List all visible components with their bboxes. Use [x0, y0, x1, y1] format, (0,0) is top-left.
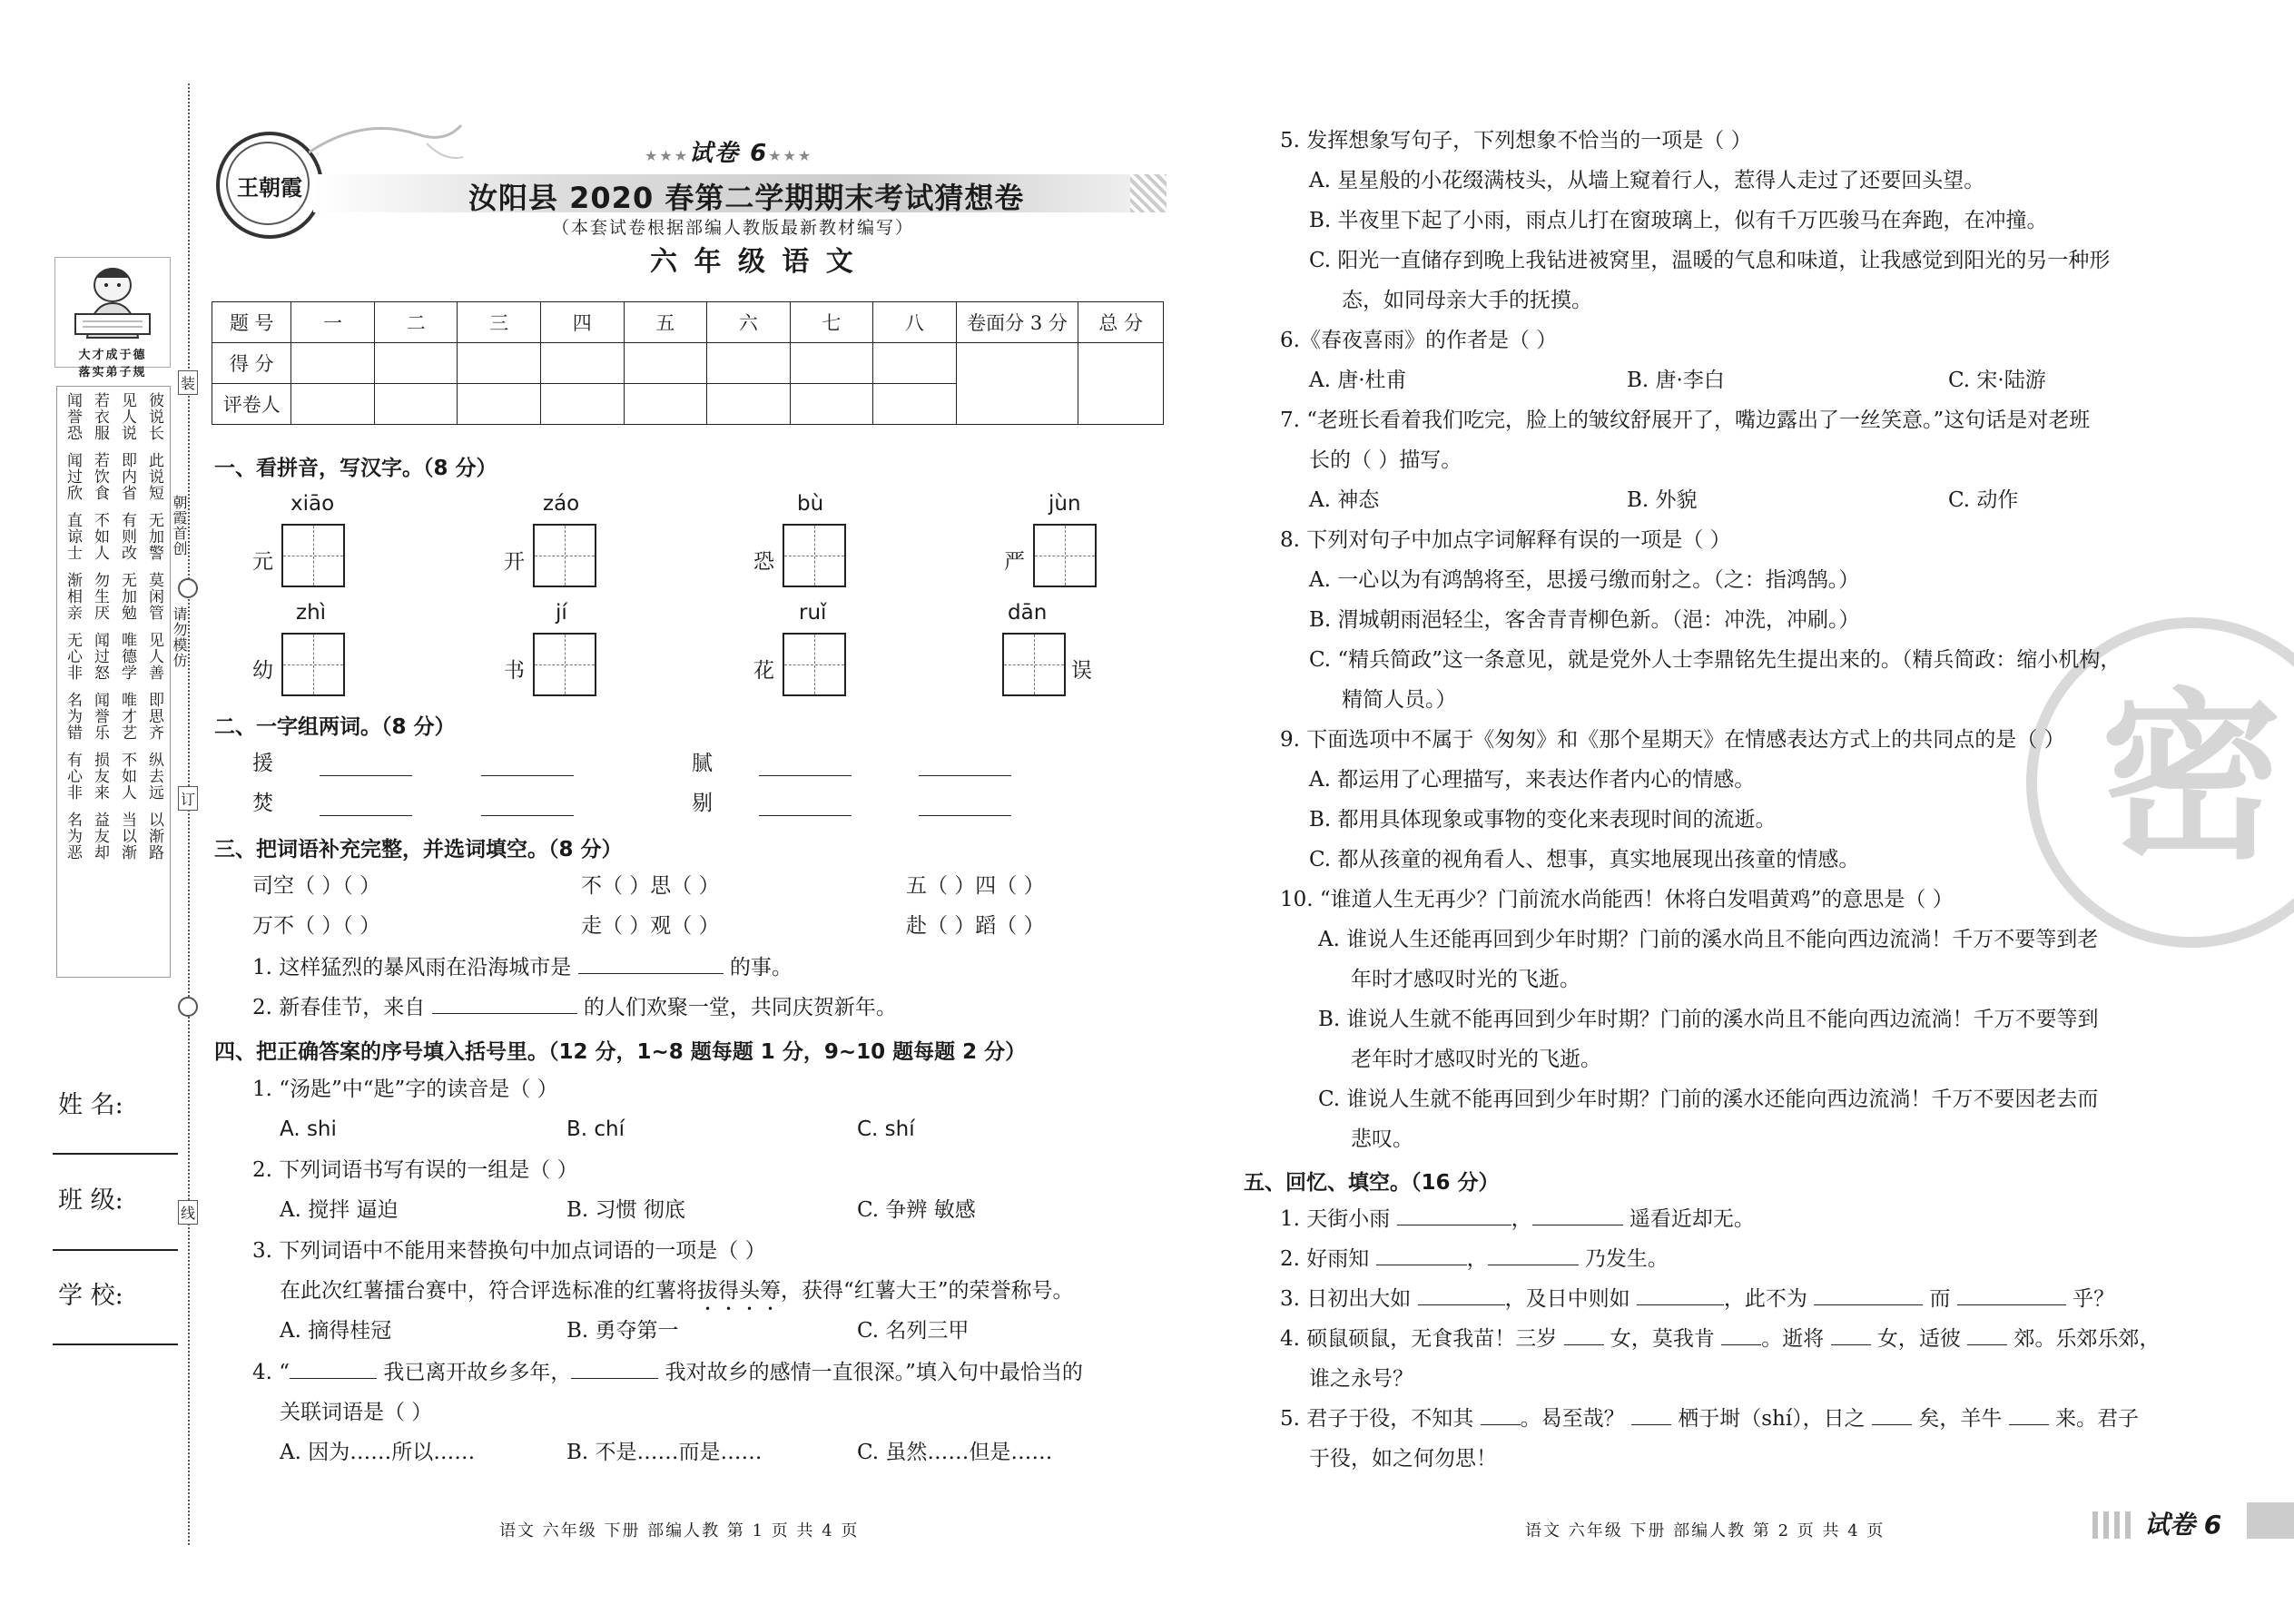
score-col-header: 总 分 — [1078, 302, 1164, 343]
s3-question-2: 2. 新春佳节，来自 的人们欢聚一堂，共同庆贺新年。 — [252, 996, 897, 1019]
idiom-fill[interactable]: 不（ ）思（ ） — [581, 874, 720, 898]
option[interactable]: B. 半夜里下起了小雨，雨点儿打在窗玻璃上，似有千万匹骏马在奔跑，在冲撞。 — [1309, 209, 2048, 232]
answer-blank[interactable] — [919, 815, 1011, 816]
option[interactable]: A. 唐·杜甫 — [1309, 369, 1407, 392]
section-4-title: 四、把正确答案的序号填入括号里。（12 分，1~8 题每题 1 分，9~10 题每题 2 分） — [214, 1040, 1027, 1064]
binding-seal-1: 装 — [178, 370, 198, 395]
s4-q7: 7. “老班长看着我们吃完，脸上的皱纹舒展开了，嘴边露出了一丝笑意。”这句话是对老班 — [1280, 408, 2091, 432]
answer-blank[interactable] — [1957, 1304, 2066, 1305]
score-cell[interactable] — [707, 384, 791, 425]
mascot-caption-1: 大才成于德 — [78, 349, 147, 362]
s4-q1: 1. “汤匙”中“匙”字的读音是（ ） — [252, 1078, 558, 1101]
score-cell[interactable] — [707, 343, 791, 384]
pinyin: ruǐ — [799, 601, 827, 625]
answer-blank[interactable] — [571, 1378, 658, 1379]
score-cell[interactable] — [873, 384, 957, 425]
option-cont: 态，如同母亲大手的抚摸。 — [1342, 289, 1592, 312]
title-band-pattern — [1130, 174, 1167, 212]
binding-note-2: 请勿模仿 — [171, 606, 188, 668]
proverb-row: 渐相亲 勿生厌 无加勉 莫闲管 — [64, 572, 163, 621]
footer-badge: 试卷 6 — [2144, 1510, 2222, 1540]
answer-blank[interactable] — [432, 1013, 577, 1014]
char-before: 开 — [504, 550, 525, 574]
s4-q3: 3. 下列词语中不能用来替换句中加点词语的一项是（ ） — [252, 1239, 766, 1263]
pinyin: záo — [543, 492, 580, 516]
proverb-row: 直谅士 不如人 有则改 无加警 — [64, 512, 163, 561]
section-3-title: 三、把词语补充完整，并选词填空。（8 分） — [214, 838, 623, 861]
score-row-label: 评卷人 — [212, 384, 291, 425]
write-box[interactable] — [783, 524, 846, 587]
answer-blank[interactable] — [1721, 1344, 1761, 1345]
name-label: 姓 名: — [58, 1091, 123, 1119]
option[interactable]: C. 争辨 敏感 — [857, 1198, 976, 1222]
s5-line-5-cont: 于役，如之何勿思！ — [1309, 1447, 1497, 1471]
option[interactable]: A. 都运用了心理描写，来表达作者内心的情感。 — [1309, 768, 1756, 792]
answer-blank[interactable] — [1831, 1344, 1871, 1345]
logo-text: 王朝霞 — [237, 174, 302, 201]
section-1-title: 一、看拼音，写汉字。（8 分） — [214, 457, 497, 480]
proverb-row: 名为恶 益友却 当以渐 以渐路 — [64, 812, 163, 861]
s4-q9: 9. 下面选项中不属于《匆匆》和《那个星期天》在情感表达方式上的共同点的是（ ） — [1280, 728, 2065, 752]
s4-q5: 5. 发挥想象写句子，下列想象不恰当的一项是（ ） — [1280, 129, 1752, 153]
char-before: 恐 — [753, 550, 774, 574]
write-box[interactable] — [1033, 524, 1097, 587]
answer-blank[interactable] — [1418, 1304, 1505, 1305]
score-col-header: 四 — [541, 302, 625, 343]
section-5-title: 五、回忆、填空。（16 分） — [1244, 1171, 1500, 1195]
score-cell[interactable] — [374, 384, 458, 425]
score-col-header: 三 — [458, 302, 541, 343]
answer-blank[interactable] — [1637, 1304, 1724, 1305]
answer-blank[interactable] — [1481, 1424, 1521, 1425]
s4-q6: 6.《春夜喜雨》的作者是（ ） — [1280, 329, 1558, 352]
mascot-caption-2: 落实弟子规 — [78, 366, 147, 379]
s5-line-3: 3. 日初出大如 ，及日中则如 ，此不为 而 乎？ — [1280, 1287, 2115, 1311]
write-box[interactable] — [281, 524, 345, 587]
char-before: 元 — [252, 550, 273, 574]
star-icon: ★★★ — [645, 147, 690, 164]
s4-q10: 10. “谁道人生无再少？门前流水尚能西！休将白发唱黄鸡”的意思是（ ） — [1280, 888, 1954, 911]
exam-title: 汝阳县 2020 春第二学期期末考试猜想卷 — [468, 181, 1025, 215]
s2-char: 剔 — [692, 792, 713, 815]
mascot-icon — [55, 258, 170, 341]
binding-seal-2: 订 — [178, 786, 198, 811]
idiom-fill[interactable]: 赴（ ）蹈（ ） — [906, 914, 1045, 938]
proverb-row: 有心非 损友来 不如人 纵去远 — [64, 752, 163, 801]
pinyin: dān — [1008, 601, 1048, 625]
option[interactable]: C. 虽然……但是…… — [857, 1441, 1053, 1464]
write-box[interactable] — [533, 524, 596, 587]
proverb-row: 闻过欣 若饮食 即内省 此说短 — [64, 452, 163, 501]
idiom-fill[interactable]: 走（ ）观（ ） — [581, 914, 720, 938]
s3-question-1: 1. 这样猛烈的暴风雨在沿海城市是 的事。 — [252, 956, 793, 979]
answer-blank[interactable] — [320, 815, 412, 816]
answer-blank[interactable] — [1564, 1344, 1604, 1345]
option[interactable]: C. 名列三甲 — [857, 1319, 970, 1343]
answer-blank[interactable] — [759, 775, 852, 776]
proverb-row: 闻誉恐 若衣服 见人说 彼说长 — [64, 392, 163, 441]
option[interactable]: B. 渭城朝雨浥轻尘，客舍青青柳色新。（浥：冲洗，冲刷。） — [1309, 608, 1860, 632]
answer-blank[interactable] — [1814, 1304, 1923, 1305]
option[interactable]: B. 勇夺第一 — [566, 1319, 679, 1343]
school-label: 学 校: — [58, 1282, 123, 1310]
score-row-label: 题 号 — [212, 302, 291, 343]
write-box[interactable] — [533, 633, 596, 696]
s2-char: 腻 — [692, 752, 713, 775]
pinyin: xiāo — [290, 492, 335, 516]
series-label: ★★★试卷 6★★★ — [645, 140, 813, 167]
char-after: 误 — [1071, 659, 1092, 683]
binding-ring-icon — [178, 578, 198, 598]
s2-char: 焚 — [252, 792, 273, 815]
binding-line — [188, 84, 190, 1545]
score-cell[interactable] — [624, 343, 707, 384]
pinyin: zhì — [296, 601, 327, 625]
option[interactable]: A. shi — [280, 1117, 337, 1141]
footer-pattern — [2092, 1511, 2136, 1539]
binding-seal-3: 线 — [178, 1200, 198, 1225]
score-cell[interactable] — [624, 384, 707, 425]
char-before: 严 — [1004, 550, 1025, 574]
class-label: 班 级: — [58, 1186, 123, 1215]
footer-left: 语文 六年级 下册 部编人教 第 1 页 共 4 页 — [499, 1521, 860, 1540]
char-before: 花 — [753, 659, 774, 683]
option[interactable]: B. 外貌 — [1627, 488, 1698, 512]
answer-blank[interactable] — [919, 775, 1011, 776]
proverbs-box — [56, 386, 171, 978]
footer-badge-band — [2247, 1502, 2294, 1539]
option[interactable]: A. 因为……所以…… — [280, 1441, 476, 1464]
option[interactable]: C. “精兵简政”这一条意见，就是党外人士李鼎铭先生提出来的。（精兵简政：缩小机构， — [1309, 648, 2122, 672]
option[interactable]: B. 谁说人生就不能再回到少年时期？门前的溪水尚且不能向西边流淌！千万不要等到 — [1318, 1008, 2099, 1031]
s4-q2: 2. 下列词语书写有误的一组是（ ） — [252, 1158, 578, 1182]
proverb-row: 名为错 闻誉乐 唯才艺 即思齐 — [64, 692, 163, 741]
score-col-header: 一 — [291, 302, 375, 343]
option-cont: 年时才感叹时光的飞逝。 — [1351, 968, 1580, 991]
star-icon: ★★★ — [768, 147, 813, 164]
answer-blank[interactable] — [759, 815, 852, 816]
option[interactable]: A. 一心以为有鸿鹄将至，思援弓缴而射之。（之：指鸿鹄。） — [1309, 568, 1860, 592]
option[interactable]: C. 动作 — [1948, 488, 2019, 512]
option[interactable]: A. 星星般的小花缀满枝头，从墙上窥着行人，惹得人走过了还要回头望。 — [1309, 169, 1985, 192]
option[interactable]: B. 唐·李白 — [1627, 369, 1725, 392]
write-box[interactable] — [783, 633, 846, 696]
school-field[interactable] — [53, 1343, 178, 1345]
grade-subject: 六 年 级 语 文 — [650, 246, 857, 278]
pinyin: jùn — [1049, 492, 1081, 516]
option[interactable]: B. 习惯 彻底 — [566, 1198, 685, 1222]
s4-q7-cont: 长的（ ）描写。 — [1309, 448, 1462, 472]
idiom-fill[interactable]: 司空（ ）（ ） — [252, 874, 381, 898]
answer-blank[interactable] — [481, 815, 574, 816]
score-cell[interactable] — [541, 343, 625, 384]
s5-line-2: 2. 好雨知 ， 乃发生。 — [1280, 1247, 1669, 1271]
s5-line-4: 4. 硕鼠硕鼠，无食我苗！三岁 女，莫我肯 。逝将 女，适彼 郊。乐郊乐郊， — [1280, 1327, 2161, 1351]
score-cell[interactable] — [1078, 343, 1164, 425]
write-box[interactable] — [1002, 633, 1066, 696]
score-cell[interactable] — [458, 343, 541, 384]
score-cell[interactable] — [541, 384, 625, 425]
option[interactable]: A. 搅拌 逼迫 — [280, 1198, 399, 1222]
ribbon-decoration — [309, 116, 463, 171]
option[interactable]: A. 神态 — [1309, 488, 1380, 512]
score-cell[interactable] — [873, 343, 957, 384]
s5-line-5: 5. 君子于役，不知其 。曷至哉？ 栖于埘（shí），日之 矣，羊牛 来。君子 — [1280, 1407, 2139, 1431]
score-cell[interactable] — [291, 384, 375, 425]
score-cell[interactable] — [291, 343, 375, 384]
option[interactable]: A. 谁说人生还能再回到少年时期？门前的溪水尚且不能向西边流淌！千万不要等到老 — [1318, 928, 2099, 951]
mascot-illustration — [54, 257, 171, 379]
binding-ring-icon — [178, 997, 198, 1017]
exam-subtitle: （本套试卷根据部编人教版最新教材编写） — [552, 218, 915, 238]
name-field[interactable] — [53, 1153, 178, 1155]
pinyin: bù — [797, 492, 824, 516]
s4-q4: 4. “ 我已离开故乡多年， 我对故乡的感情一直很深。”填入句中最恰当的 — [252, 1361, 1083, 1384]
class-field[interactable] — [53, 1249, 178, 1251]
idiom-fill[interactable]: 五（ ）四（ ） — [906, 874, 1045, 898]
score-cell[interactable] — [790, 384, 873, 425]
answer-blank[interactable] — [290, 1378, 377, 1379]
option-cont: 老年时才感叹时光的飞逝。 — [1351, 1048, 1601, 1071]
answer-blank[interactable] — [578, 973, 724, 974]
option[interactable]: B. chí — [566, 1117, 625, 1141]
score-table — [212, 301, 1164, 425]
s4-q3-sentence: 在此次红薯擂台赛中，符合评选标准的红薯将拔得头筹，获得“红薯大王”的荣誉称号。 — [280, 1279, 1074, 1303]
char-before: 幼 — [252, 659, 273, 683]
binding-note-1: 朝霞首创 — [171, 495, 188, 556]
seal-text: 密 — [2100, 671, 2282, 884]
score-col-header: 卷面分 3 分 — [956, 302, 1078, 343]
section-2-title: 二、一字组两词。（8 分） — [214, 715, 456, 739]
score-col-header: 八 — [873, 302, 957, 343]
char-before: 书 — [504, 659, 525, 683]
option[interactable]: C. 阳光一直储存到晚上我钻进被窝里，温暖的气息和味道，让我感觉到阳光的另一种形 — [1309, 249, 2111, 272]
score-row-label: 得 分 — [212, 343, 291, 384]
score-cell[interactable] — [458, 384, 541, 425]
s5-line-4-cont: 谁之永号？ — [1309, 1367, 1413, 1391]
answer-blank[interactable] — [1967, 1344, 2007, 1345]
score-cell[interactable] — [374, 343, 458, 384]
option[interactable]: C. shí — [857, 1117, 915, 1141]
pinyin: jí — [556, 601, 567, 625]
option-cont: 精简人员。） — [1342, 688, 1457, 712]
score-cell[interactable] — [790, 343, 873, 384]
s5-line-1: 1. 天街小雨 ， 遥看近却无。 — [1280, 1207, 1755, 1231]
option[interactable]: A. 摘得桂冠 — [280, 1319, 392, 1343]
answer-blank[interactable] — [2009, 1424, 2049, 1425]
logo-badge — [216, 132, 323, 239]
option[interactable]: B. 不是……而是…… — [566, 1441, 763, 1464]
idiom-fill[interactable]: 万不（ ）（ ） — [252, 914, 381, 938]
answer-blank[interactable] — [1872, 1424, 1912, 1425]
s4-q8: 8. 下列对句子中加点字词解释有误的一项是（ ） — [1280, 528, 1731, 552]
option[interactable]: C. 都从孩童的视角看人、想事，真实地展现出孩童的情感。 — [1309, 848, 1860, 871]
proverb-row: 无心非 闻过怒 唯德学 见人善 — [64, 632, 163, 681]
score-cell[interactable] — [956, 343, 1078, 425]
write-box[interactable] — [281, 633, 345, 696]
score-col-header: 二 — [374, 302, 458, 343]
answer-blank[interactable] — [1631, 1424, 1671, 1425]
option[interactable]: C. 谁说人生就不能再回到少年时期？门前的溪水还能向西边流淌！千万不要因老去而 — [1318, 1088, 2099, 1111]
score-col-header: 七 — [790, 302, 873, 343]
footer-right: 语文 六年级 下册 部编人教 第 2 页 共 4 页 — [1525, 1521, 1885, 1540]
score-col-header: 五 — [624, 302, 707, 343]
s2-char: 援 — [252, 752, 273, 775]
option[interactable]: C. 宋·陆游 — [1948, 369, 2046, 392]
answer-blank[interactable] — [481, 775, 574, 776]
option-cont: 悲叹。 — [1351, 1127, 1413, 1151]
s4-q4-line2: 关联词语是（ ） — [280, 1401, 433, 1424]
option[interactable]: B. 都用具体现象或事物的变化来表现时间的流逝。 — [1309, 808, 1777, 832]
answer-blank[interactable] — [320, 775, 412, 776]
score-col-header: 六 — [707, 302, 791, 343]
